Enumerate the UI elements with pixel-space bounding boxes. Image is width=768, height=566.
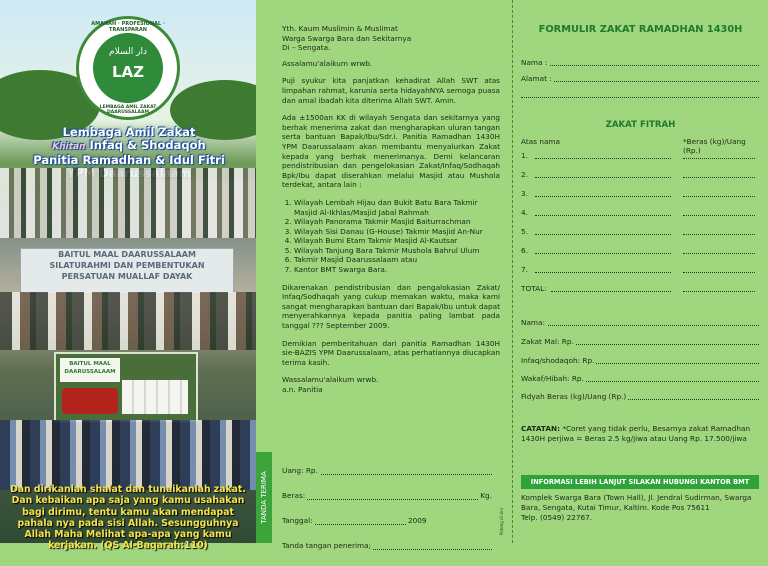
table-row[interactable] <box>521 208 757 227</box>
address-label: Alamat : <box>521 74 552 83</box>
banner-line-2: SILATURAHMI DAN PEMBENTUKAN <box>49 261 205 270</box>
dotted-line <box>521 81 759 82</box>
donation-goods-photo <box>54 352 198 422</box>
letter-paragraph-3: Dikarenakan pendistribusian dan pengalokasian Zakat/ Infaq/Sodhaqah yang cukup memakan waktu, maka kami sangat mengharapkan bantuan dari Bapak/Ibu untuk dapat menyerahkannya kepada panitia paling lambat pada tanggal ??? September 2009. <box>282 282 500 331</box>
receipt-rice-unit: Kg. <box>480 491 492 500</box>
cut-here-note <box>499 505 509 535</box>
hero-line-2 <box>4 139 254 154</box>
quran-caption: Dan dirikanlah shalat dan tunaikanlah zakat. Dan kebaikan apa saja yang kamu usahakan bagi dirimu, tentu kamu akan mendapat pahala nya pada sisi Allah. Sesungguhnya Allah Maha Melihat apa-apa yang kamu kerjakan. (QS Al-Baqarah:110) <box>10 484 246 552</box>
form-panel <box>513 0 768 543</box>
list-item: 1. Wilayah Lembah Hijau dan Bukit Batu Bara Takmir Masjid Al-Ikhlas/Masjid Jabal Rahmah <box>294 198 500 217</box>
row-number: 7. <box>521 265 528 274</box>
zakat-mal-label: Zakat Mal: Rp. <box>521 337 574 346</box>
list-item: 5. Wilayah Tanjung Bara Takmir Mushola Bahrul Ulum <box>294 246 500 256</box>
event-banner-photo <box>20 248 234 294</box>
list-item: 3. Wilayah Sisi Danau (G-House) Takmir Masjid An-Nur <box>294 227 500 237</box>
row-number: 4. <box>521 208 528 217</box>
zakat-fitrah-title: ZAKAT FITRAH <box>605 120 676 130</box>
receipt-date-label: Tanggal: <box>282 516 313 525</box>
note-label: CATATAN: <box>521 424 561 433</box>
receipt-rice-field[interactable] <box>282 491 492 505</box>
dotted-line <box>551 291 671 292</box>
info-bar: INFORMASI LEBIH LANJUT SILAKAN HUBUNGI KANTOR BMT <box>521 475 759 489</box>
receipt-side-tab <box>256 452 272 543</box>
logo-ring-bottom-text: LEMBAGA AMIL ZAKAT DAARUSSALAAM <box>99 105 157 115</box>
letter-signature: a.n. Panitia <box>282 385 323 394</box>
gathering-photo <box>0 292 256 350</box>
fidyah-field[interactable] <box>521 392 759 404</box>
dotted-line <box>683 253 755 254</box>
dotted-line <box>683 234 755 235</box>
table-header <box>521 137 757 155</box>
dotted-line <box>535 196 671 197</box>
hero-line-3: Panitia Ramadhan & Idul Fitri <box>33 153 225 167</box>
total-row[interactable] <box>521 284 757 303</box>
letter-recipient-2: Warga Swarga Bara dan Sekitarnya <box>282 33 412 43</box>
row-number: 5. <box>521 227 528 236</box>
zakat-fitrah-table <box>521 137 757 303</box>
donor-name-field[interactable] <box>521 318 759 330</box>
procession-photo <box>0 168 256 238</box>
receipt-signature-label: Tanda tangan penerima; <box>282 541 372 550</box>
address-text: Komplek Swarga Bara (Town Hall), Jl. Jendral Sudirman, Swarga Bara, Sengata, Kutai Timur, Kaltim. Kode Pos 75611 <box>521 493 752 512</box>
list-item: 6. Takmir Masjid Daarussalaam atau <box>294 255 500 265</box>
banner-line-3: PERSATUAN MUALLAF DAYAK <box>61 272 193 281</box>
letter-paragraph-1: Puji syukur kita panjatkan kehadirat Allah SWT atas limpahan rahmat, karunia serta hidayahNYA semoga puasa dan amal ibadah kita diterima Allah SWT. Amin. <box>282 76 500 105</box>
letter-paragraph-2: Ada ±1500an KK di wilayah Sengata dan sekitarnya yang berhak menerima zakat dan mengharapkan uluran tangan serta bantuan Bapak/Ibu/Sdr.i. Panitia Ramadhan 1430H YPM Daarussalaam akan membantu menyalurkan Zakat kepada yang berhak menerimanya. Demi kelancaran pendistribusian dan pengelokasian Zakat/Infaq/Sodhaqah Bpk/Ibu dapat diserahkan melalui Masjid atau Mushola terdekat, antara lain : <box>282 113 500 190</box>
donor-name-label: Nama: <box>521 318 545 327</box>
note-text: *Coret yang tidak perlu, Besarnya zakat Ramadhan 1430H perjiwa = Beras 2.5 kg/jiwa atau Uang Rp. 17.500/jiwa <box>521 424 751 443</box>
infaq-label: Infaq/shodaqoh: Rp. <box>521 356 595 365</box>
table-row[interactable] <box>521 170 757 189</box>
dotted-line <box>535 215 671 216</box>
receipt-rice-label: Beras: <box>282 491 306 500</box>
dotted-line <box>683 177 755 178</box>
letter-greeting: Assalamu'alaikum wrwb. <box>282 58 373 68</box>
letter-recipient-1: Yth. Kaum Muslimin & Muslimat <box>282 24 398 33</box>
dotted-line <box>683 272 755 273</box>
form-title: FORMULIR ZAKAT RAMADHAN 1430H <box>538 24 743 35</box>
dotted-line <box>535 158 671 159</box>
column-rice-header: *Beras (kg)/Uang (Rp.) <box>683 137 746 155</box>
wakaf-field[interactable] <box>521 374 759 386</box>
receipt-signature-field[interactable] <box>282 541 492 555</box>
dotted-line <box>521 65 759 66</box>
dotted-line <box>535 272 671 273</box>
laz-logo <box>76 16 180 120</box>
dotted-line <box>521 97 759 98</box>
note-section <box>521 424 761 443</box>
hero-line-1: Lembaga Amil Zakat <box>62 125 196 139</box>
mosque-list <box>282 198 500 275</box>
receipt-side-label: TANDA TERIMA <box>260 471 268 524</box>
infaq-field[interactable] <box>521 356 759 368</box>
letter-closing: Wassalamu'alaikum wrwb. <box>282 375 379 385</box>
dotted-line <box>535 253 671 254</box>
table-row[interactable] <box>521 265 757 284</box>
total-label: TOTAL: <box>521 284 547 293</box>
list-item: 4. Wilayah Bumi Etam Takmir Masjid Al-Kautsar <box>294 236 500 246</box>
audience-photo <box>0 420 256 490</box>
column-name-header: Atas nama <box>521 137 560 146</box>
dotted-line <box>683 196 755 197</box>
banner-line-1: BAITUL MAAL DAARUSSALAAM <box>58 250 196 259</box>
receipt-money-field[interactable] <box>282 466 492 480</box>
letter-paragraph-4: Demikian pemberitahuan dari panitia Ramadhan 1430H sie-BAZIS YPM Daarussalaam, atas perhatiannya diucapkan terima kasih. <box>282 338 500 367</box>
logo-name: LAZ <box>111 63 145 81</box>
address-field-line-2[interactable] <box>521 90 759 102</box>
row-number: 2. <box>521 170 528 179</box>
receipt-date-field[interactable] <box>282 516 492 530</box>
fruit-image <box>62 388 118 414</box>
donation-box-label: BAITUL MAAL DAARUSSALAAM <box>60 358 120 382</box>
dotted-line <box>282 499 492 500</box>
photo-panel <box>0 0 256 552</box>
address-field[interactable] <box>521 74 759 86</box>
name-field[interactable] <box>521 58 759 70</box>
phone-text: Telp. (0549) 22767. <box>521 513 593 522</box>
receipt-section <box>282 466 492 566</box>
table-row[interactable] <box>521 189 757 208</box>
row-number: 1. <box>521 151 528 160</box>
letter-panel <box>256 0 512 543</box>
letter-body <box>282 24 500 395</box>
dotted-line <box>683 215 755 216</box>
logo-emblem <box>93 33 163 103</box>
logo-ring-top-text: AMANAH · PROFESIONAL · TRANSPARAN <box>91 21 165 33</box>
dotted-line <box>535 177 671 178</box>
row-number: 6. <box>521 246 528 255</box>
dotted-line <box>521 325 759 326</box>
hero-line-2-prefix: Khitan <box>52 142 86 152</box>
table-row[interactable] <box>521 246 757 265</box>
hero-line-2-text: Infaq & Shodaqoh <box>89 138 206 152</box>
contact-address <box>521 493 761 523</box>
rice-sacks-image <box>122 380 188 414</box>
logo-arabic-text: دار السلام <box>109 47 147 57</box>
name-label: Nama : <box>521 58 548 67</box>
zakat-mal-field[interactable] <box>521 337 759 349</box>
list-item: 2. Wilayah Panorama Takmir Masjid Baiturrachman <box>294 217 500 227</box>
table-row[interactable] <box>521 227 757 246</box>
list-item: 7. Kantor BMT Swarga Bara. <box>294 265 500 275</box>
wakaf-label: Wakaf/Hibah: Rp. <box>521 374 584 383</box>
table-row[interactable] <box>521 151 757 170</box>
dotted-line <box>683 291 755 292</box>
letter-recipient-3: Di – Sengata. <box>282 43 331 53</box>
receipt-money-label: Uang: Rp. <box>282 466 318 475</box>
cut-here-text: Potong di sini <box>499 508 504 535</box>
dotted-line <box>535 234 671 235</box>
receipt-year: 2009 <box>408 516 427 525</box>
fidyah-label: Fidyah Beras (kg)/Uang (Rp.) <box>521 392 627 401</box>
dotted-line <box>683 158 755 159</box>
row-number: 3. <box>521 189 528 198</box>
